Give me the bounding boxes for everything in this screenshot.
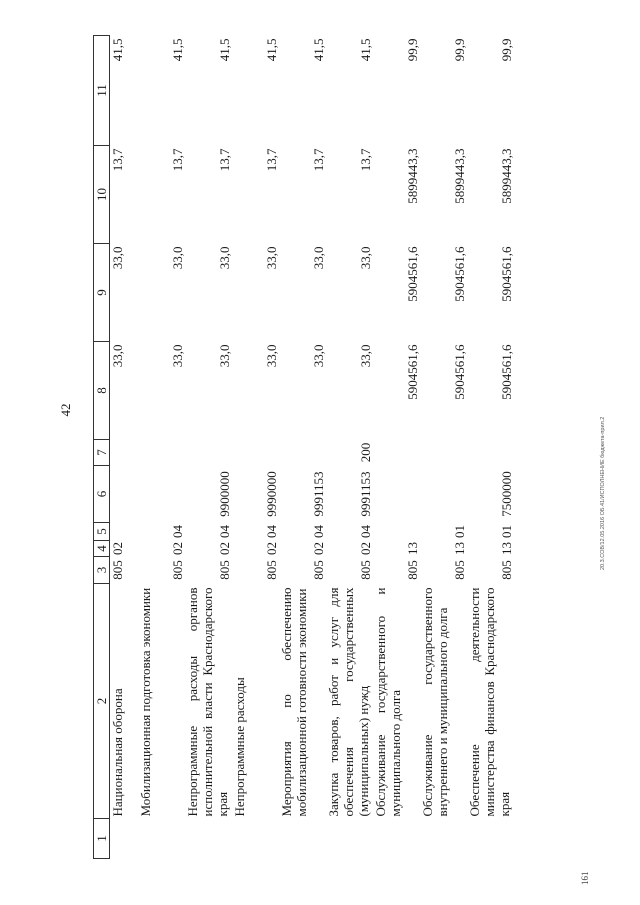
table-row	[110, 36, 139, 859]
target-article-cell	[138, 466, 185, 523]
executed-amount-cell: 13,7	[311, 148, 326, 172]
execution-percent-cell: 99,9	[405, 38, 420, 62]
expense-type-cell	[110, 440, 139, 466]
execution-percent-cell: 41,5	[311, 38, 326, 62]
refined-amount-cell: 33,0	[217, 246, 232, 270]
table-row	[467, 36, 514, 859]
column-header-6: 6	[94, 466, 110, 523]
section-code-cell: 02	[110, 542, 125, 555]
corner-mark: 161	[580, 871, 590, 885]
table-row	[326, 36, 373, 859]
ved-code-cell: 805	[170, 560, 185, 580]
ved-code-cell: 805	[452, 560, 467, 580]
refined-amount-cell: 33,0	[110, 246, 125, 270]
target-article-cell: 7500000	[499, 471, 514, 517]
refined-amount-cell: 5904561,6	[405, 246, 420, 302]
target-article-cell	[110, 466, 139, 523]
subsection-code-cell: 04	[264, 525, 279, 538]
subsection-code-cell	[110, 523, 139, 541]
row-name-cell: Национальная оборона	[110, 688, 125, 817]
column-header-5: 5	[94, 523, 110, 541]
row-name-cell: Обслуживание государственного и муниципального долга	[373, 587, 403, 817]
section-code-cell: 02	[311, 542, 326, 555]
header-row	[94, 36, 110, 859]
executed-amount-cell: 5899443,3	[499, 148, 514, 204]
target-article-cell: 9991153	[358, 471, 373, 517]
page-number: 42	[58, 403, 73, 417]
row-index-cell	[232, 819, 279, 859]
execution-percent-cell: 41,5	[358, 38, 373, 62]
row-index-cell	[373, 819, 420, 859]
column-header-11: 11	[94, 36, 110, 146]
column-header-7: 7	[94, 440, 110, 466]
row-index-cell	[110, 819, 139, 859]
row-name-cell: Непрограммные расходы	[232, 677, 247, 817]
refined-amount-cell: 33,0	[358, 246, 373, 270]
execution-percent-cell: 41,5	[110, 38, 125, 62]
table-body	[110, 36, 515, 859]
expense-type-cell	[185, 440, 232, 466]
table-row	[232, 36, 279, 859]
table-row	[185, 36, 232, 859]
subsection-code-cell	[373, 523, 420, 541]
target-article-cell: 9900000	[217, 471, 232, 517]
row-name-cell: Мобилизационная подготовка экономики	[138, 587, 153, 817]
row-name-cell: Закупка товаров, работ и услуг для обеспечения государственных (муниципальных) нужд	[326, 587, 371, 817]
expense-type-cell	[279, 440, 326, 466]
rotated-table-container	[93, 36, 605, 859]
table-row	[279, 36, 326, 859]
subsection-code-cell: 01	[452, 525, 467, 538]
subsection-code-cell: 04	[311, 525, 326, 538]
row-index-cell	[420, 819, 467, 859]
refined-amount-cell: 5904561,6	[452, 246, 467, 302]
column-header-8: 8	[94, 342, 110, 440]
expense-type-cell	[373, 440, 420, 466]
row-index-cell	[185, 819, 232, 859]
approved-amount-cell: 33,0	[264, 344, 279, 368]
approved-amount-cell: 33,0	[110, 344, 125, 368]
target-article-cell	[373, 466, 420, 523]
ved-code-cell: 805	[311, 560, 326, 580]
row-name-cell: Мероприятия по обеспечению мобилизационной готовности экономики	[279, 587, 309, 817]
execution-percent-cell: 99,9	[452, 38, 467, 62]
execution-percent-cell: 41,5	[264, 38, 279, 62]
executed-amount-cell: 5899443,3	[405, 148, 420, 204]
ved-code-cell: 805	[499, 560, 514, 580]
ved-code-cell: 805	[264, 560, 279, 580]
row-name-cell: Обеспечение деятельности министерства финансов Краснодарского края	[467, 587, 512, 817]
approved-amount-cell: 5904561,6	[499, 344, 514, 400]
column-header-4: 4	[94, 541, 110, 557]
executed-amount-cell: 13,7	[358, 148, 373, 172]
ved-code-cell: 805	[110, 560, 125, 580]
ved-code-cell: 805	[405, 560, 420, 580]
executed-amount-cell: 13,7	[170, 148, 185, 172]
expense-type-cell	[467, 440, 514, 466]
footer-note: 20.3.СОВ/12.05.2016 ОБ.41/ИСПОЛНЕНИЕ бюджета-прил.2	[600, 416, 606, 570]
column-header-1: 1	[94, 819, 110, 859]
executed-amount-cell: 13,7	[217, 148, 232, 172]
target-article-cell: 9991153	[311, 471, 326, 517]
table-row	[138, 36, 185, 859]
row-name-cell: Обслуживание государственного внутреннего и муниципального долга	[420, 587, 450, 817]
executed-amount-cell: 13,7	[110, 148, 125, 172]
table-row	[373, 36, 420, 859]
target-article-cell: 9990000	[264, 471, 279, 517]
expense-type-cell	[138, 440, 185, 466]
executed-amount-cell: 13,7	[264, 148, 279, 172]
expense-type-cell	[420, 440, 467, 466]
row-index-cell	[138, 819, 185, 859]
ved-code-cell: 805	[358, 560, 373, 580]
section-code-cell: 13	[499, 542, 514, 555]
column-header-10: 10	[94, 146, 110, 244]
execution-percent-cell: 41,5	[170, 38, 185, 62]
section-code-cell: 02	[264, 542, 279, 555]
section-code-cell: 02	[170, 542, 185, 555]
refined-amount-cell: 5904561,6	[499, 246, 514, 302]
column-header-9: 9	[94, 244, 110, 342]
table-row	[420, 36, 467, 859]
approved-amount-cell: 33,0	[358, 344, 373, 368]
subsection-code-cell: 04	[170, 525, 185, 538]
expense-type-cell: 200	[358, 442, 373, 463]
subsection-code-cell: 01	[499, 525, 514, 538]
refined-amount-cell: 33,0	[170, 246, 185, 270]
section-code-cell: 13	[452, 542, 467, 555]
subsection-code-cell: 04	[358, 525, 373, 538]
approved-amount-cell: 5904561,6	[405, 344, 420, 400]
execution-percent-cell: 99,9	[499, 38, 514, 62]
section-code-cell: 02	[358, 542, 373, 555]
refined-amount-cell: 33,0	[311, 246, 326, 270]
approved-amount-cell: 33,0	[170, 344, 185, 368]
refined-amount-cell: 33,0	[264, 246, 279, 270]
column-header-3: 3	[94, 557, 110, 584]
ved-code-cell: 805	[217, 560, 232, 580]
row-index-cell	[467, 819, 514, 859]
budget-table	[93, 35, 514, 859]
row-index-cell	[279, 819, 326, 859]
row-index-cell	[326, 819, 373, 859]
execution-percent-cell: 41,5	[217, 38, 232, 62]
subsection-code-cell: 04	[217, 525, 232, 538]
expense-type-cell	[232, 440, 279, 466]
section-code-cell: 13	[405, 542, 420, 555]
section-code-cell: 02	[217, 542, 232, 555]
row-name-cell: Непрограммные расходы органов исполнительной власти Краснодарского края	[185, 587, 230, 817]
executed-amount-cell: 5899443,3	[452, 148, 467, 204]
target-article-cell	[420, 466, 467, 523]
column-header-2: 2	[94, 584, 110, 819]
approved-amount-cell: 5904561,6	[452, 344, 467, 400]
approved-amount-cell: 33,0	[217, 344, 232, 368]
approved-amount-cell: 33,0	[311, 344, 326, 368]
